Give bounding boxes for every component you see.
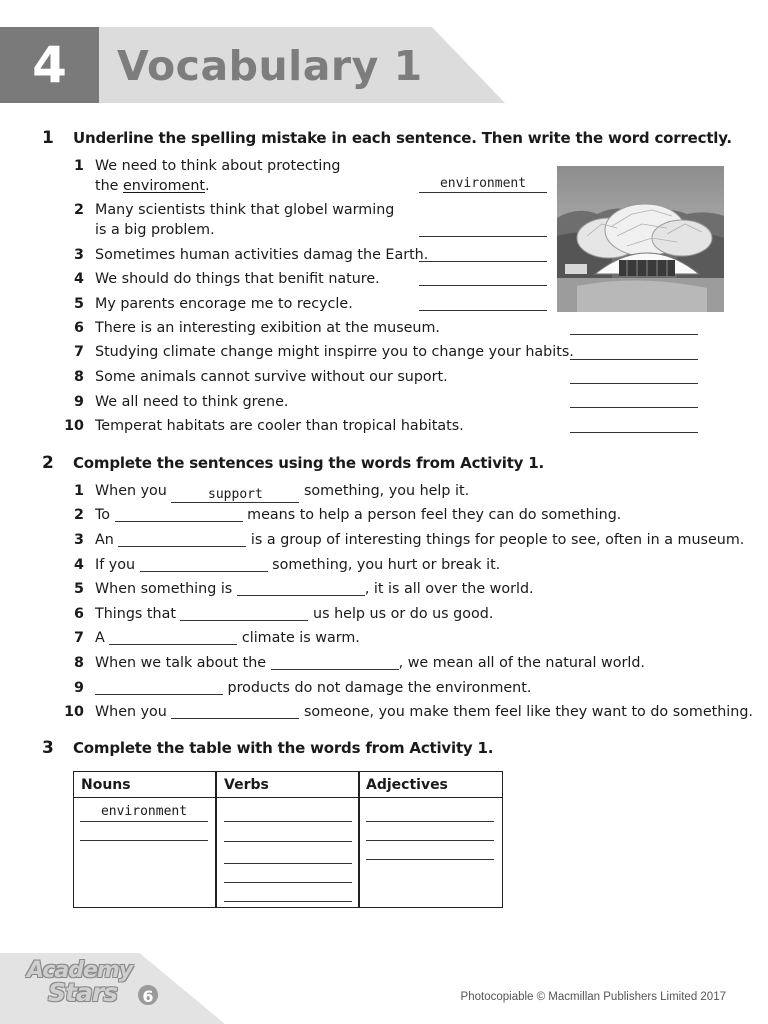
item-text: When something is , it is all over the world.	[95, 581, 534, 597]
item-text: To means to help a person feel they can do something.	[95, 507, 622, 523]
s2-blank-10[interactable]	[171, 703, 299, 719]
nouns-line-1[interactable]	[80, 821, 208, 822]
s1-answer-9[interactable]	[570, 391, 698, 408]
item-number: 6	[74, 606, 84, 622]
adjectives-line-1[interactable]	[366, 821, 494, 822]
item-text: We should do things that benifit nature.	[95, 271, 380, 287]
s1-answer-8[interactable]	[570, 367, 698, 384]
verbs-line-2[interactable]	[224, 841, 352, 842]
item-text-line1: Many scientists think that globel warming	[95, 202, 395, 218]
s1-answer-3[interactable]	[419, 245, 547, 262]
logo-level-badge: 6	[136, 983, 160, 1007]
item-number: 6	[74, 320, 84, 336]
item-text-line2: the enviroment.	[95, 178, 210, 194]
item-text: When you support something, you help it.	[95, 483, 470, 502]
item-number: 8	[74, 369, 84, 385]
item-number: 2	[74, 202, 84, 218]
item-text: When you someone, you make them feel like they want to do something.	[95, 704, 753, 720]
item-text: We all need to think grene.	[95, 394, 289, 410]
adjectives-line-2[interactable]	[366, 840, 494, 841]
copyright-text: Photocopiable © Macmillan Publishers Limited 2017	[460, 991, 726, 1003]
column-header-verbs: Verbs	[224, 777, 269, 793]
item-text: A climate is warm.	[95, 630, 360, 646]
s1-answer-6[interactable]	[570, 318, 698, 335]
s2-blank-4[interactable]	[140, 556, 268, 572]
page-title: Vocabulary 1	[117, 42, 423, 90]
logo-stars-text: Stars	[48, 978, 118, 1007]
nouns-line-2[interactable]	[80, 840, 208, 841]
section-1-instruction: Underline the spelling mistake in each sentence. Then write the word correctly.	[73, 129, 732, 147]
item-text: Studying climate change might inspirre you to change your habits.	[95, 344, 574, 360]
section-2-number: 2	[42, 453, 54, 473]
s1-answer-10[interactable]	[570, 416, 698, 433]
item-number: 5	[74, 581, 84, 597]
item-number: 9	[74, 680, 84, 696]
s2-blank-6[interactable]	[180, 605, 308, 621]
s2-blank-8[interactable]	[271, 654, 399, 670]
s2-blank-5[interactable]	[237, 580, 365, 596]
item-number: 3	[74, 247, 84, 263]
item-text-line2: is a big problem.	[95, 222, 215, 238]
item-number: 5	[74, 296, 84, 312]
item-number: 4	[74, 271, 84, 287]
verbs-line-5[interactable]	[224, 901, 352, 902]
verbs-line-1[interactable]	[224, 821, 352, 822]
table-header-row	[74, 772, 502, 798]
item-number: 9	[74, 394, 84, 410]
item-number: 2	[74, 507, 84, 523]
biodome-illustration	[557, 166, 724, 312]
section-3-instruction: Complete the table with the words from Activity 1.	[73, 739, 494, 757]
item-number: 7	[74, 630, 84, 646]
column-header-adjectives: Adjectives	[366, 777, 448, 793]
item-text: My parents encorage me to recycle.	[95, 296, 353, 312]
nouns-answer-1[interactable]: environment	[100, 804, 188, 819]
column-divider	[358, 772, 360, 907]
item-text: There is an interesting exibition at the museum.	[95, 320, 440, 336]
item-number: 1	[74, 483, 84, 499]
verbs-line-4[interactable]	[224, 882, 352, 883]
s2-blank-1[interactable]: support	[171, 487, 299, 503]
section-3-number: 3	[42, 738, 54, 758]
item-text: Some animals cannot survive without our suport.	[95, 369, 448, 385]
s1-answer-1[interactable]: environment	[419, 176, 547, 193]
s1-answer-2[interactable]	[419, 220, 547, 237]
column-divider	[215, 772, 217, 907]
s2-blank-2[interactable]	[115, 506, 243, 522]
item-number: 7	[74, 344, 84, 360]
word-table	[73, 771, 503, 908]
item-text: An is a group of interesting things for people to see, often in a museum.	[95, 532, 745, 548]
s1-answer-4[interactable]	[419, 269, 547, 286]
item-text: Temperat habitats are cooler than tropical habitats.	[95, 418, 464, 434]
s1-answer-7[interactable]	[570, 343, 698, 360]
s2-blank-7[interactable]	[109, 629, 237, 645]
item-number: 8	[74, 655, 84, 671]
section-2-instruction: Complete the sentences using the words from Activity 1.	[73, 454, 545, 472]
unit-number: 4	[0, 27, 99, 103]
item-number: 10	[64, 418, 84, 434]
item-number: 1	[74, 158, 84, 174]
underlined-mistake: enviroment	[123, 178, 206, 194]
item-text: If you something, you hurt or break it.	[95, 557, 501, 573]
item-text: When we talk about the , we mean all of the natural world.	[95, 655, 645, 671]
item-text: products do not damage the environment.	[95, 678, 531, 698]
verbs-line-3[interactable]	[224, 863, 352, 864]
item-text: Sometimes human activities damag the Earth.	[95, 247, 429, 263]
s2-blank-9[interactable]	[95, 679, 223, 695]
logo-academy-text: Academy	[27, 958, 133, 983]
item-text: Things that us help us or do us good.	[95, 606, 494, 622]
adjectives-line-3[interactable]	[366, 859, 494, 860]
column-header-nouns: Nouns	[81, 777, 131, 793]
biodome-photo	[557, 166, 724, 312]
s2-blank-3[interactable]	[118, 531, 246, 547]
s1-answer-5[interactable]	[419, 294, 547, 311]
item-number: 10	[64, 704, 84, 720]
item-text-line1: We need to think about protecting	[95, 158, 341, 174]
item-number: 3	[74, 532, 84, 548]
item-number: 4	[74, 557, 84, 573]
section-1-number: 1	[42, 128, 54, 148]
